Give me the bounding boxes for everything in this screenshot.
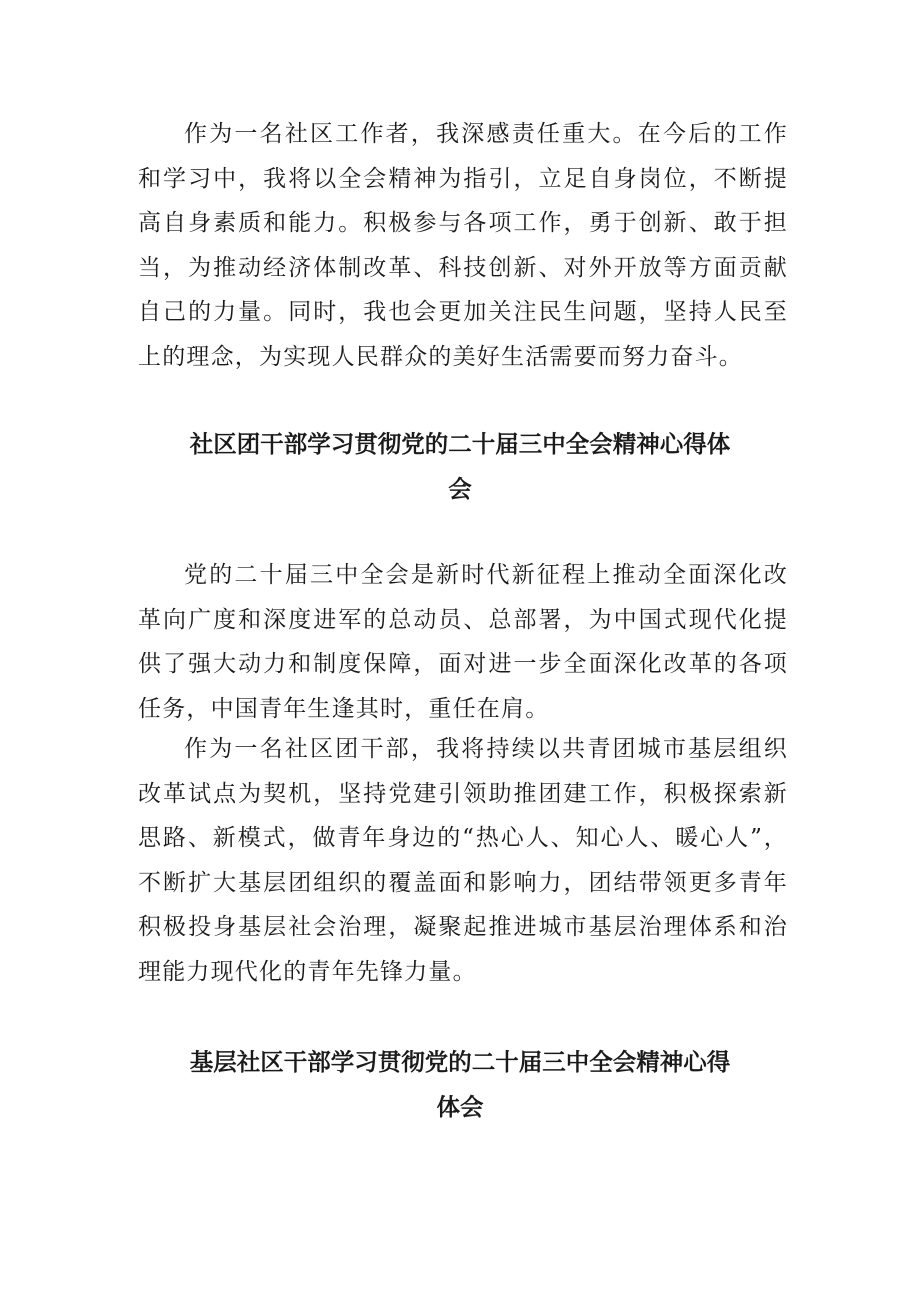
section-title-line-1: 社区团干部学习贯彻党的二十届三中全会精神心得体 bbox=[189, 430, 731, 458]
paragraph-league-cadre-commitment: 作为一名社区团干部，我将持续以共青团城市基层组织改革试点为契机，坚持党建引领助推团建工作，积极探索新思路、新模式，做青年身边的“热心人、知心人、暖心人”，不断扩大基层团组织的覆盖面和影响力，团结带领更多青年积极投身基层社会治理，凝聚起推进城市基层治理体系和治理能力现代化的青年先锋力量。 bbox=[138, 736, 788, 985]
section-title-line-2: 体会 bbox=[436, 1093, 484, 1121]
section-title-line-1: 基层社区干部学习贯彻党的二十届三中全会精神心得 bbox=[189, 1048, 731, 1076]
paragraph-community-worker-responsibility: 作为一名社区工作者，我深感责任重大。在今后的工作和学习中，我将以全会精神为指引，立足自身岗位，不断提高自身素质和能力。积极参与各项工作，勇于创新、敢于担当，为推动经济体制改革、科技创新、对外开放等方面贡献自己的力量。同时，我也会更加关注民生问题，坚持人民至上的理念，为实现人民群众的美好生活需要而努力奋斗。 bbox=[138, 121, 788, 370]
section-title-line-2: 会 bbox=[448, 475, 472, 503]
section-title-community-league-cadre bbox=[170, 422, 750, 512]
paragraph-plenary-session-intro: 党的二十届三中全会是新时代新征程上推动全面深化改革向广度和深度进军的总动员、总部署，为中国式现代化提供了强大动力和制度保障，面对进一步全面深化改革的各项任务，中国青年生逢其时，重任在肩。 bbox=[138, 562, 788, 722]
section-title-grassroots-community-cadre bbox=[170, 1040, 750, 1130]
